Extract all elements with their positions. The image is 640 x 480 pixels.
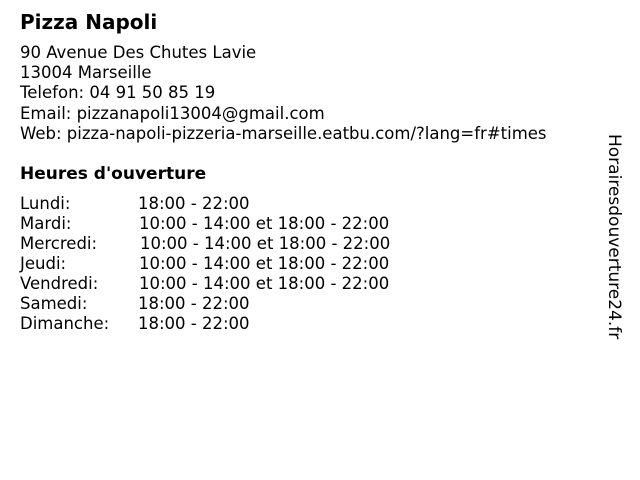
address-street: 90 Avenue Des Chutes Lavie [20, 43, 257, 62]
address-city: 13004 Marseille [20, 63, 152, 83]
day-hours: 18:00 - 22:00 [138, 194, 250, 213]
day-label: Mardi: [20, 214, 72, 233]
opening-hours-heading: Heures d'ouverture [20, 164, 207, 184]
day-hours: 10:00 - 14:00 et 18:00 - 22:00 [139, 214, 390, 233]
day-label: Vendredi: [20, 274, 99, 293]
day-hours: 18:00 - 22:00 [138, 314, 250, 333]
day-hours: 10:00 - 14:00 et 18:00 - 22:00 [139, 274, 390, 293]
business-name: Pizza Napoli [20, 10, 158, 34]
day-label: Mercredi: [20, 234, 98, 253]
website-url: Web: pizza-napoli-pizzeria-marseille.eatbu.com/?lang=fr#times [20, 123, 547, 143]
day-hours: 10:00 - 14:00 et 18:00 - 22:00 [140, 234, 391, 253]
day-label: Lundi: [20, 194, 71, 213]
email-address: Email: pizzanapoli13004@gmail.com [20, 103, 325, 123]
day-label: Samedi: [20, 294, 88, 313]
day-label: Dimanche: [20, 314, 110, 333]
day-label: Jeudi: [20, 254, 67, 273]
phone-number: Telefon: 04 91 50 85 19 [20, 83, 216, 103]
contact-block [20, 43, 547, 144]
day-hours: 10:00 - 14:00 et 18:00 - 22:00 [139, 254, 390, 273]
site-watermark: Horairesdouverture24.fr [604, 134, 624, 340]
day-hours: 18:00 - 22:00 [138, 294, 250, 313]
